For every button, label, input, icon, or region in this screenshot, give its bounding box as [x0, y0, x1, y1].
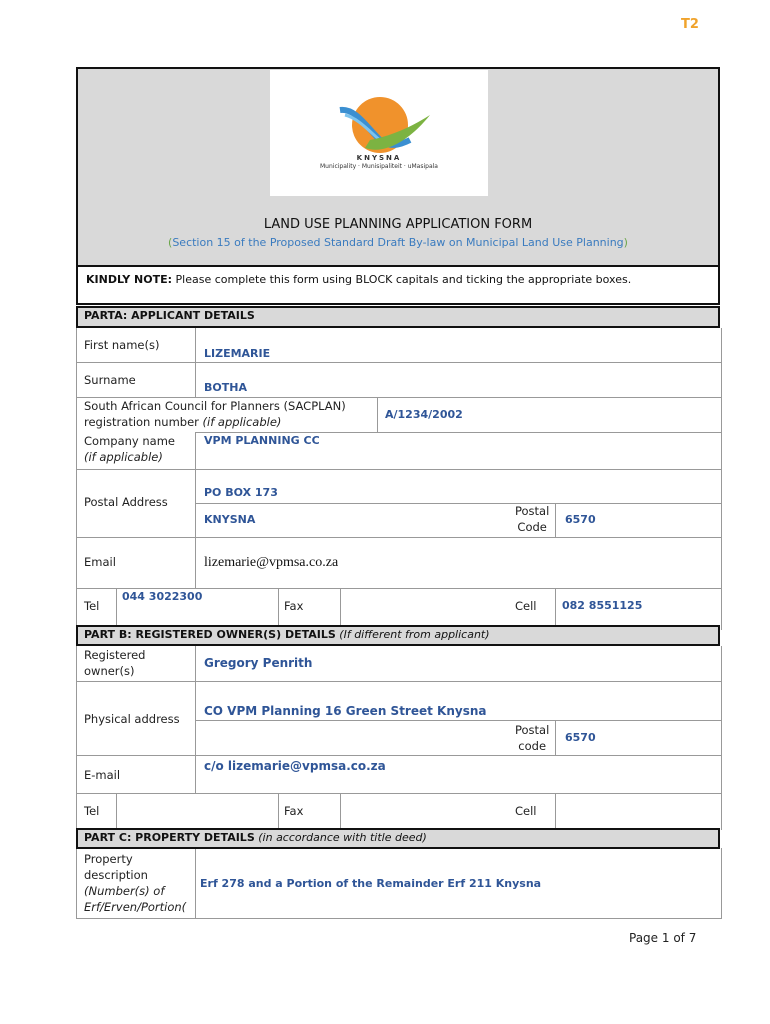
owner-tel-label: Tel: [84, 804, 100, 818]
postal-address-label: Postal Address: [84, 495, 168, 509]
logo-tagline: Municipality · Munisipaliteit · uMasipala: [320, 163, 438, 170]
owner-fax-label: Fax: [284, 804, 304, 818]
first-name-label: First name(s): [84, 338, 160, 352]
logo-brand: KNYSNA: [356, 154, 402, 162]
email-label: Email: [84, 555, 116, 569]
tel-label: Tel: [84, 599, 100, 613]
kindly-note: KINDLY NOTE: Please complete this form using BLOCK capitals and ticking the appropriate boxes.: [76, 267, 720, 305]
form-subtitle: (Section 15 of the Proposed Standard Draft By-law on Municipal Land Use Planning): [168, 236, 628, 249]
sacplan-field[interactable]: A/1234/2002: [385, 408, 463, 421]
tel-field[interactable]: 044 3022300: [122, 590, 203, 603]
email-field[interactable]: lizemarie@vpmsa.co.za: [204, 555, 339, 570]
postal-address-line2[interactable]: KNYSNA: [204, 513, 256, 526]
part-b-heading: PART B: REGISTERED OWNER(S) DETAILS (If different from applicant): [76, 625, 720, 646]
physical-address-label: Physical address: [84, 712, 180, 726]
owner-postal-code-field[interactable]: 6570: [565, 731, 596, 744]
physical-address-field[interactable]: CO VPM Planning 16 Green Street Knysna: [204, 704, 487, 718]
postal-code-label: Postal Code: [515, 504, 550, 534]
part-c-heading: PART C: PROPERTY DETAILS (in accordance with title deed): [76, 828, 720, 849]
knysna-logo: [270, 70, 488, 196]
company-label: Company name (if applicable): [84, 434, 175, 464]
property-description-label: Property description (Number(s) of Erf/Erven/Portion(: [84, 852, 187, 914]
owner-label: Registered owner(s): [84, 648, 146, 678]
fax-label: Fax: [284, 599, 304, 613]
company-field[interactable]: VPM PLANNING CC: [204, 434, 320, 447]
postal-address-line1[interactable]: PO BOX 173: [204, 486, 278, 499]
sacplan-label: South African Council for Planners (SACPLAN) registration number (if applicable): [84, 399, 346, 429]
first-name-field[interactable]: LIZEMARIE: [204, 347, 271, 360]
property-description-field[interactable]: Erf 278 and a Portion of the Remainder Erf 211 Knysna: [200, 877, 542, 890]
part-a-heading: PARTA: APPLICANT DETAILS: [76, 306, 720, 328]
cell-field[interactable]: 082 8551125: [562, 599, 643, 612]
surname-field[interactable]: BOTHA: [204, 381, 247, 394]
cell-label: Cell: [515, 599, 537, 613]
owner-postal-code-label: Postal code: [515, 723, 550, 753]
owner-field[interactable]: Gregory Penrith: [204, 656, 313, 670]
owner-email-label: E-mail: [84, 768, 121, 782]
page-marker: T2: [681, 17, 699, 32]
surname-label: Surname: [84, 373, 136, 387]
knysna-emblem-icon: [270, 70, 488, 196]
owner-cell-label: Cell: [515, 804, 537, 818]
postal-code-field[interactable]: 6570: [565, 513, 596, 526]
form-header: [76, 67, 720, 267]
form-title: LAND USE PLANNING APPLICATION FORM: [263, 217, 533, 232]
page-number: Page 1 of 7: [629, 931, 697, 945]
owner-email-field[interactable]: c/o lizemarie@vpmsa.co.za: [204, 759, 386, 773]
